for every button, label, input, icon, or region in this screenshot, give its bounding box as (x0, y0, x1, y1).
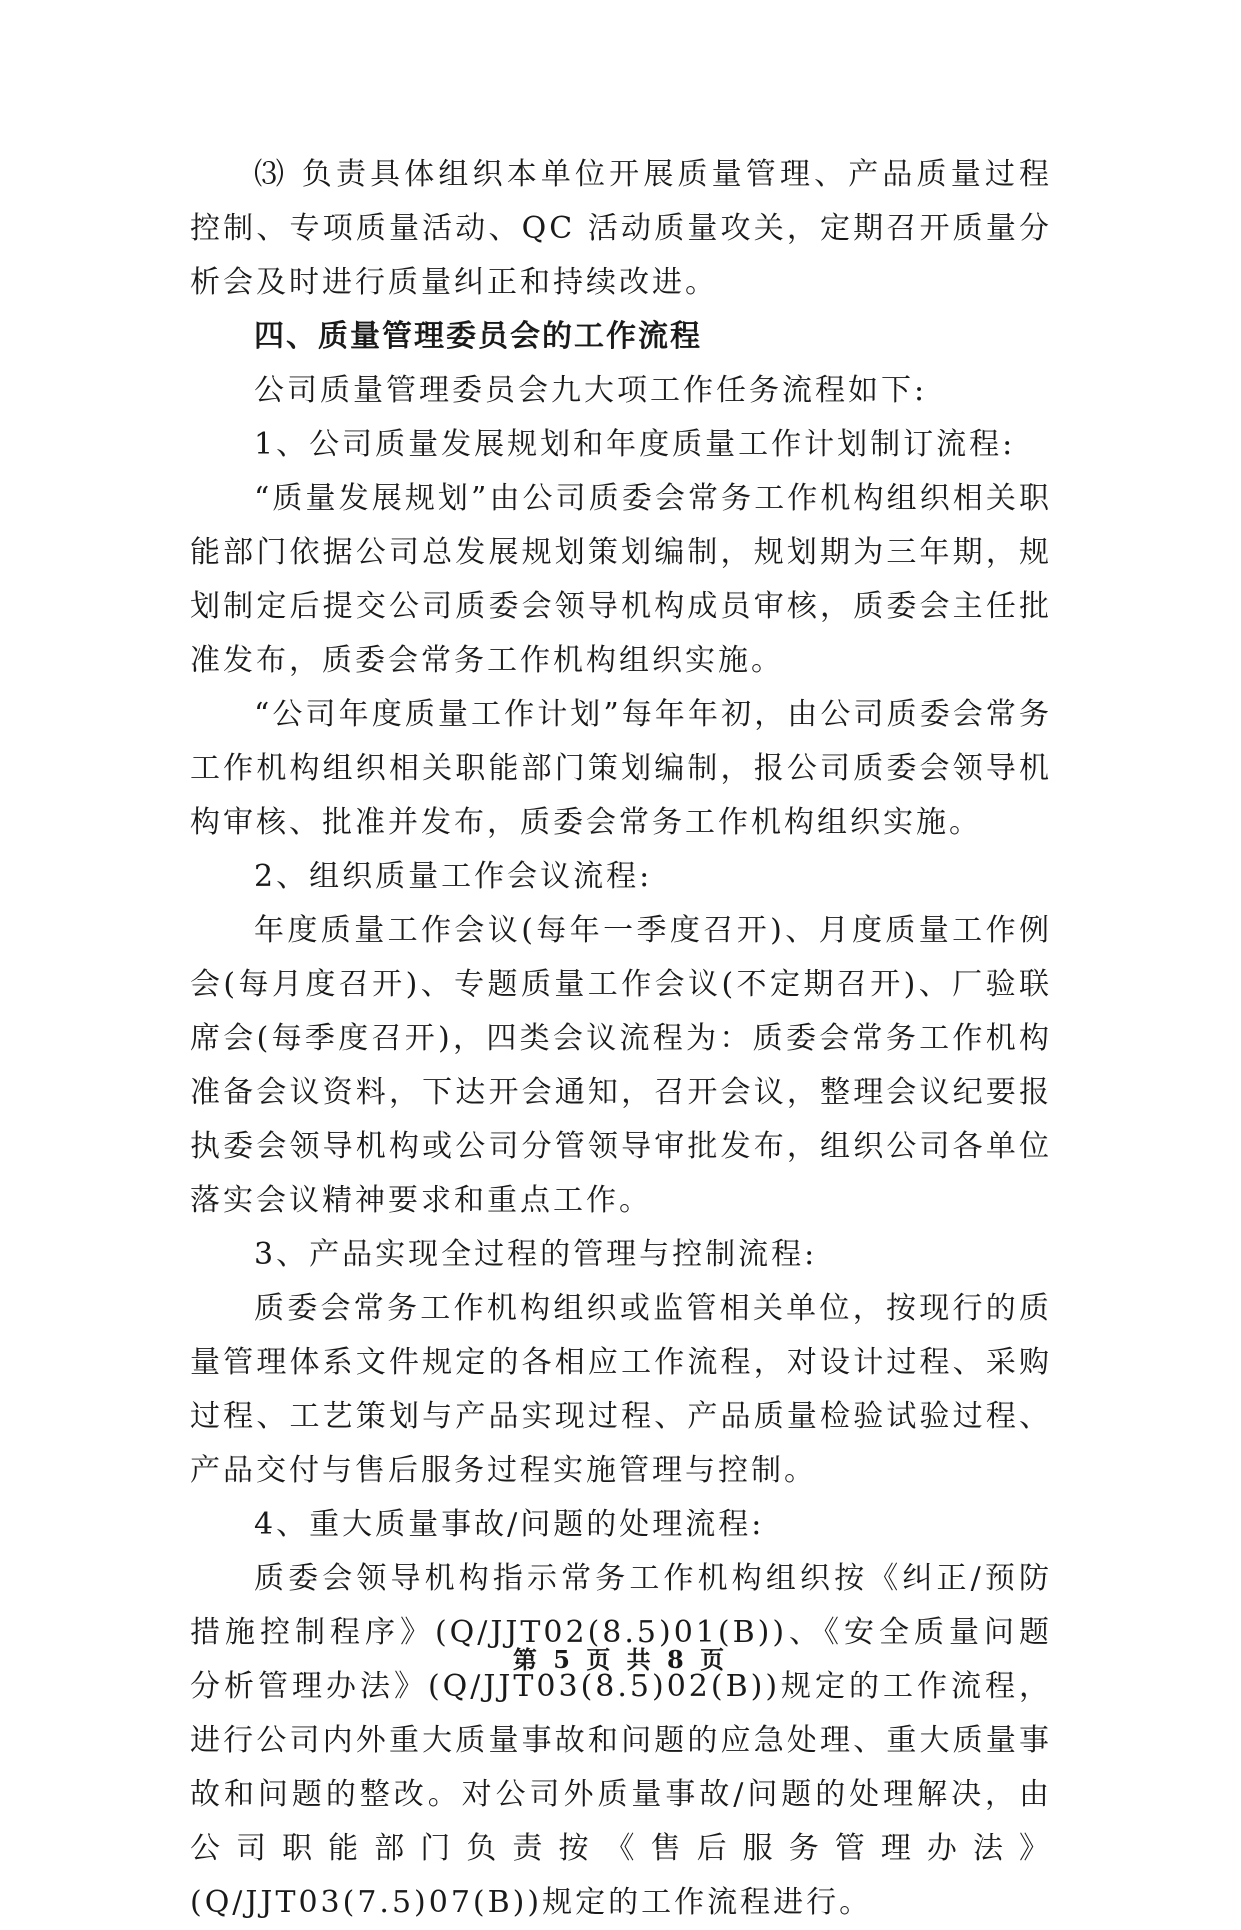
page-footer: 第 5 页 共 8 页 (512, 1645, 729, 1674)
paragraph-item-3-title: 3、产品实现全过程的管理与控制流程: (254, 1237, 818, 1272)
paragraph-duty-3: ⑶ 负责具体组织本单位开展质量管理、产品质量过程控制、专项质量活动、QC 活动质量攻关，定期召开质量分析会及时进行质量纠正和持续改进。 (190, 157, 1052, 300)
paragraph-item-2-title: 2、组织质量工作会议流程: (254, 859, 653, 894)
paragraph-intro: 公司质量管理委员会九大项工作任务流程如下: (254, 373, 928, 408)
paragraph-item-4-title: 4、重大质量事故/问题的处理流程: (254, 1507, 765, 1542)
paragraph-item-2-body: 年度质量工作会议(每年一季度召开)、月度质量工作例会(每月度召开)、专题质量工作会议(不定期召开)、厂验联席会(每季度召开)，四类会议流程为：质委会常务工作机构准备会议资料，下达开会通知，召开会议，整理会议纪要报执委会领导机构或公司分管领导审批发布，组织公司各单位落实会议精神要求和重点工作。 (190, 913, 1052, 1218)
paragraph-item-1-title: 1、公司质量发展规划和年度质量工作计划制订流程: (254, 427, 1016, 462)
paragraph-item-3-body: 质委会常务工作机构组织或监管相关单位，按现行的质量管理体系文件规定的各相应工作流程，对设计过程、采购过程、工艺策划与产品实现过程、产品质量检验试验过程、产品交付与售后服务过程实施管理与控制。 (190, 1291, 1052, 1488)
paragraph-item-4-body: 质委会领导机构指示常务工作机构组织按《纠正/预防措施控制程序》(Q/JJT02(8.5)01(B))、《安全质量问题分析管理办法》(Q/JJT03(8.5)02(B))规定的工作流程，进行公司内外重大质量事故和问题的应急处理、重大质量事故和问题的整改。对公司外质量事故/问题的处理解决，由公司职能部门负责按《售后服务管理办法》(Q/JJT03(7.5)07(B))规定的工作流程进行。 (190, 1561, 1052, 1920)
paragraph-item-1-annual: “公司年度质量工作计划”每年年初，由公司质委会常务工作机构组织相关职能部门策划编制，报公司质委会领导机构审核、批准并发布，质委会常务工作机构组织实施。 (190, 697, 1052, 840)
section-heading: 四、质量管理委员会的工作流程 (254, 319, 702, 354)
paragraph-item-1-plan: “质量发展规划”由公司质委会常务工作机构组织相关职能部门依据公司总发展规划策划编制，规划期为三年期，规划制定后提交公司质委会领导机构成员审核，质委会主任批准发布，质委会常务工作机构组织实施。 (190, 481, 1052, 678)
